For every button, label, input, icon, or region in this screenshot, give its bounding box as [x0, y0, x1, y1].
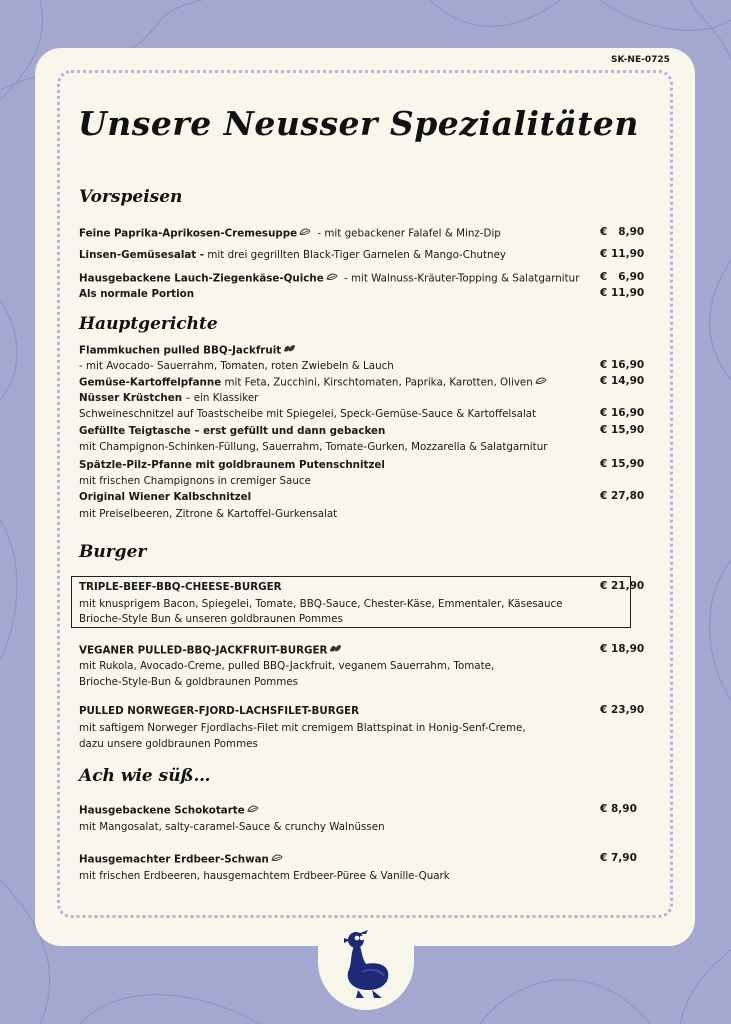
- item-name: Feine Paprika-Aprikosen-Cremesuppe: [79, 227, 298, 240]
- item-description: - mit gebackener Falafel & Minz-Dip: [314, 227, 501, 240]
- item-description: mit saftigem Norweger Fjordlachs-Filet mit cremigem Blattspinat in Honig-Senf-Creme,: [79, 722, 526, 734]
- vegan-leaf-icon: [329, 643, 342, 658]
- item-name: Flammkuchen pulled BBQ-Jackfruit: [79, 344, 282, 357]
- item-name: Nüsser Krüstchen: [79, 392, 183, 404]
- section-heading-burger: Burger: [79, 542, 147, 562]
- price-spaetzle: € 15,90: [600, 458, 645, 470]
- price-quiche: € 6,90: [600, 271, 645, 283]
- item-name: TRIPLE-BEEF-BBQ-CHEESE-BURGER: [79, 581, 282, 593]
- price-flammkuchen: € 16,90: [600, 359, 645, 371]
- item-description: mit frischen Champignons in cremiger Sauce: [79, 475, 311, 487]
- item-name: Hausgebackene Schokotarte: [79, 804, 245, 817]
- menu-item-spaetzle: [79, 458, 599, 473]
- menu-item-quiche-normal: [79, 287, 599, 302]
- item-description: - mit Walnuss-Kräuter-Topping & Salatgarnitur: [340, 272, 580, 285]
- item-name: Gemüse-Kartoffelpfanne: [79, 376, 222, 389]
- menu-item-flammkuchen: [79, 343, 599, 359]
- price-lachs-burger: € 23,90: [600, 704, 645, 716]
- price-triple-beef-burger: € 21,90: [600, 580, 645, 592]
- vegetarian-leaf-icon: [535, 375, 548, 390]
- item-name: Spätzle-Pilz-Pfanne mit goldbraunem Putenschnitzel: [79, 459, 385, 471]
- item-description: dazu unsere goldbraunen Pommes: [79, 738, 258, 750]
- price-teigtasche: € 15,90: [600, 424, 645, 436]
- item-name: Als normale Portion: [79, 288, 195, 300]
- item-description: mit drei gegrillten Black-Tiger Garnelen & Mango-Chutney: [204, 249, 507, 261]
- menu-item-kruestchen: [79, 391, 599, 406]
- price-erdbeer-schwan: € 7,90: [600, 852, 637, 864]
- price-kruestchen: € 16,90: [600, 407, 645, 419]
- item-description: mit Mangosalat, salty-caramel-Sauce & crunchy Walnüssen: [79, 821, 385, 833]
- duck-logo-icon: [340, 928, 392, 1000]
- menu-item-kartoffelpfanne: [79, 375, 599, 391]
- price-quiche-normal: € 11,90: [600, 287, 645, 299]
- item-description: Brioche-Style-Bun & goldbraunen Pommes: [79, 676, 298, 688]
- item-name: VEGANER PULLED-BBQ-JACKFRUIT-BURGER: [79, 644, 328, 657]
- item-description: Schweineschnitzel auf Toastscheibe mit Spiegelei, Speck-Gemüse-Sauce & Kartoffelsalat: [79, 408, 537, 420]
- page-title: Unsere Neusser Spezialitäten: [78, 104, 639, 143]
- price-kartoffelpfanne: € 14,90: [600, 375, 645, 387]
- menu-item-lachs-burger: [79, 704, 599, 719]
- item-description: mit Champignon-Schinken-Füllung, Sauerrahm, Tomate-Gurken, Mozzarella & Salatgarnitur: [79, 441, 548, 453]
- menu-item-kalbschnitzel: [79, 490, 599, 505]
- menu-item-triple-beef-burger: [79, 580, 599, 595]
- price-schokotarte: € 8,90: [600, 803, 637, 815]
- section-heading-hauptgerichte: Hauptgerichte: [79, 314, 218, 334]
- item-name: Gefüllte Teigtasche – erst gefüllt und dann gebacken: [79, 425, 386, 437]
- item-description: mit Feta, Zucchini, Kirschtomaten, Paprika, Karotten, Oliven: [221, 376, 533, 389]
- item-name: Linsen-Gemüsesalat -: [79, 249, 205, 261]
- menu-item-schokotarte: [79, 803, 599, 819]
- vegetarian-leaf-icon: [271, 852, 284, 867]
- vegetarian-leaf-icon: [326, 271, 339, 286]
- item-name: PULLED NORWEGER-FJORD-LACHSFILET-BURGER: [79, 705, 360, 717]
- item-name: Hausgebackene Lauch-Ziegenkäse-Quiche: [79, 272, 324, 285]
- item-description: – ein Klassiker: [182, 392, 259, 404]
- menu-code: SK-NE-0725: [611, 55, 670, 65]
- menu-item-paprika-suppe: [79, 226, 599, 242]
- vegetarian-leaf-icon: [299, 226, 312, 241]
- vegan-leaf-icon: [283, 343, 296, 358]
- item-description: Brioche-Style Bun & unseren goldbraunen Pommes: [79, 613, 343, 625]
- menu-item-quiche: [79, 271, 599, 287]
- item-description: mit frischen Erdbeeren, hausgemachtem Erdbeer-Püree & Vanille-Quark: [79, 870, 450, 882]
- item-name: Hausgemachter Erdbeer-Schwan: [79, 853, 269, 866]
- price-paprika-suppe: € 8,90: [600, 226, 645, 238]
- item-description: - mit Avocado- Sauerrahm, Tomaten, roten Zwiebeln & Lauch: [79, 360, 394, 372]
- item-description: mit Preiselbeeren, Zitrone & Kartoffel-Gurkensalat: [79, 508, 338, 520]
- price-kalbschnitzel: € 27,80: [600, 490, 645, 502]
- menu-item-linsen-salat: [79, 248, 599, 263]
- menu-item-erdbeer-schwan: [79, 852, 599, 868]
- item-description: mit knusprigem Bacon, Spiegelei, Tomate, BBQ-Sauce, Chester-Käse, Emmentaler, Käsesauce: [79, 598, 563, 610]
- price-veganer-burger: € 18,90: [600, 643, 645, 655]
- price-linsen-salat: € 11,90: [600, 248, 645, 260]
- section-heading-dessert: Ach wie süß…: [79, 766, 211, 786]
- item-description: mit Rukola, Avocado-Creme, pulled BBQ-Jackfruit, veganem Sauerrahm, Tomate,: [79, 660, 495, 672]
- vegetarian-leaf-icon: [247, 803, 260, 818]
- menu-item-veganer-burger: [79, 643, 599, 659]
- menu-item-teigtasche: [79, 424, 599, 439]
- section-heading-vorspeisen: Vorspeisen: [79, 187, 183, 207]
- item-name: Original Wiener Kalbschnitzel: [79, 491, 252, 503]
